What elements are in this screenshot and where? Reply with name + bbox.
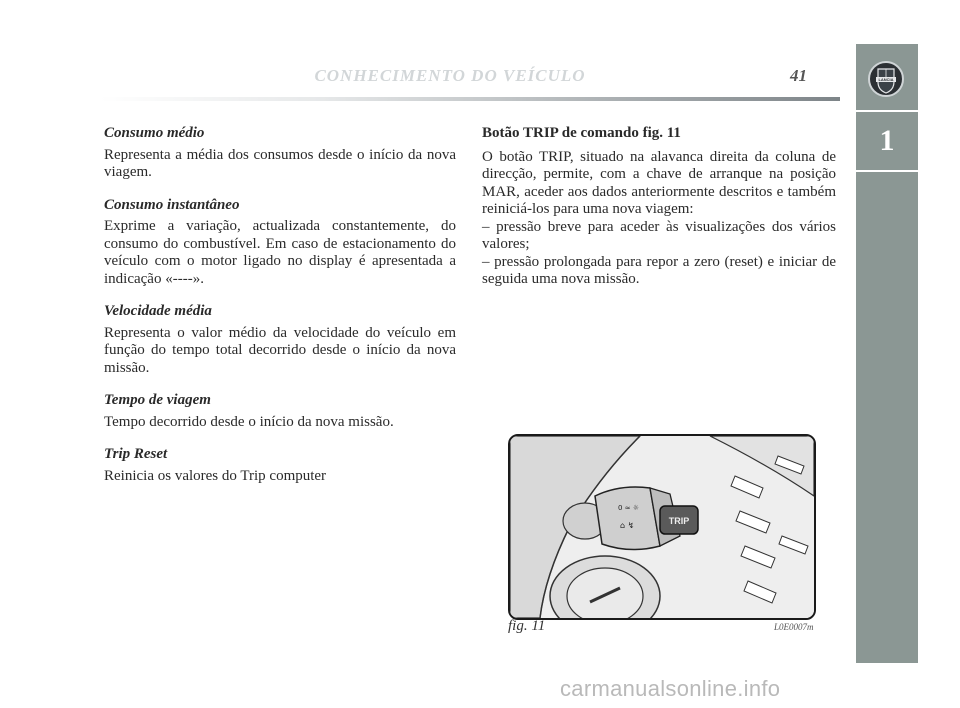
trip-button-label: TRIP xyxy=(668,516,690,526)
watermark: carmanualsonline.info xyxy=(560,676,781,701)
steering-column-drawing xyxy=(510,436,814,618)
sidebar-divider xyxy=(856,110,918,112)
trip-lever-illustration xyxy=(508,434,816,620)
chapter-sidebar xyxy=(856,44,918,663)
lancia-shield-logo-icon xyxy=(867,60,905,98)
section-subtitle: Velocidade média xyxy=(104,303,212,319)
page-header-title: CONHECIMENTO DO VEÍCULO xyxy=(314,66,586,85)
section-subtitle: Trip Reset xyxy=(104,446,168,462)
svg-text:⌂ ↯: ⌂ ↯ xyxy=(620,521,635,530)
trip-button-heading: Botão TRIP de comando fig. 11 xyxy=(482,125,681,141)
section-text: Reinicia os valores do Trip computer xyxy=(104,467,327,484)
svg-text:0 ≈ ☼: 0 ≈ ☼ xyxy=(618,504,640,512)
section-text: Representa o valor médio da velocidade do veículo em função do tempo total decorrido desde o início da nova missão. xyxy=(104,324,456,376)
logo-text: LANCIA xyxy=(878,77,894,82)
right-paragraph: – pressão prolongada para repor a zero (reset) e iniciar de seguida uma nova missão. xyxy=(482,253,836,287)
page-number: 41 xyxy=(790,66,807,85)
section-subtitle: Tempo de viagem xyxy=(104,392,211,408)
section-text: Representa a média dos consumos desde o início da nova viagem. xyxy=(104,146,456,180)
section-text: Exprime a variação, actualizada constantemente, do consumo do combustível. Em caso de estacionamento do veículo com o motor ligado no display é apresentada a indicação «----». xyxy=(104,218,456,287)
right-paragraph: O botão TRIP, situado na alavanca direita da coluna de direcção, permite, com a chave de arranque na posição MAR, aceder aos dados anteriormente descritos e também reiniciá-los para uma nova viagem: xyxy=(482,148,836,217)
figure-code: L0E0007m xyxy=(774,622,814,632)
section-subtitle: Consumo médio xyxy=(104,125,205,141)
left-column xyxy=(104,125,456,500)
figure-caption: fig. 11 xyxy=(508,618,546,634)
right-column xyxy=(482,125,836,289)
sidebar-divider xyxy=(856,170,918,172)
right-paragraph: – pressão breve para aceder às visualizações dos vários valores; xyxy=(482,218,836,252)
chapter-number: 1 xyxy=(879,124,895,157)
section-text: Tempo decorrido desde o início da nova missão. xyxy=(104,413,394,430)
header-rule xyxy=(100,97,840,101)
section-subtitle: Consumo instantâneo xyxy=(104,196,240,213)
